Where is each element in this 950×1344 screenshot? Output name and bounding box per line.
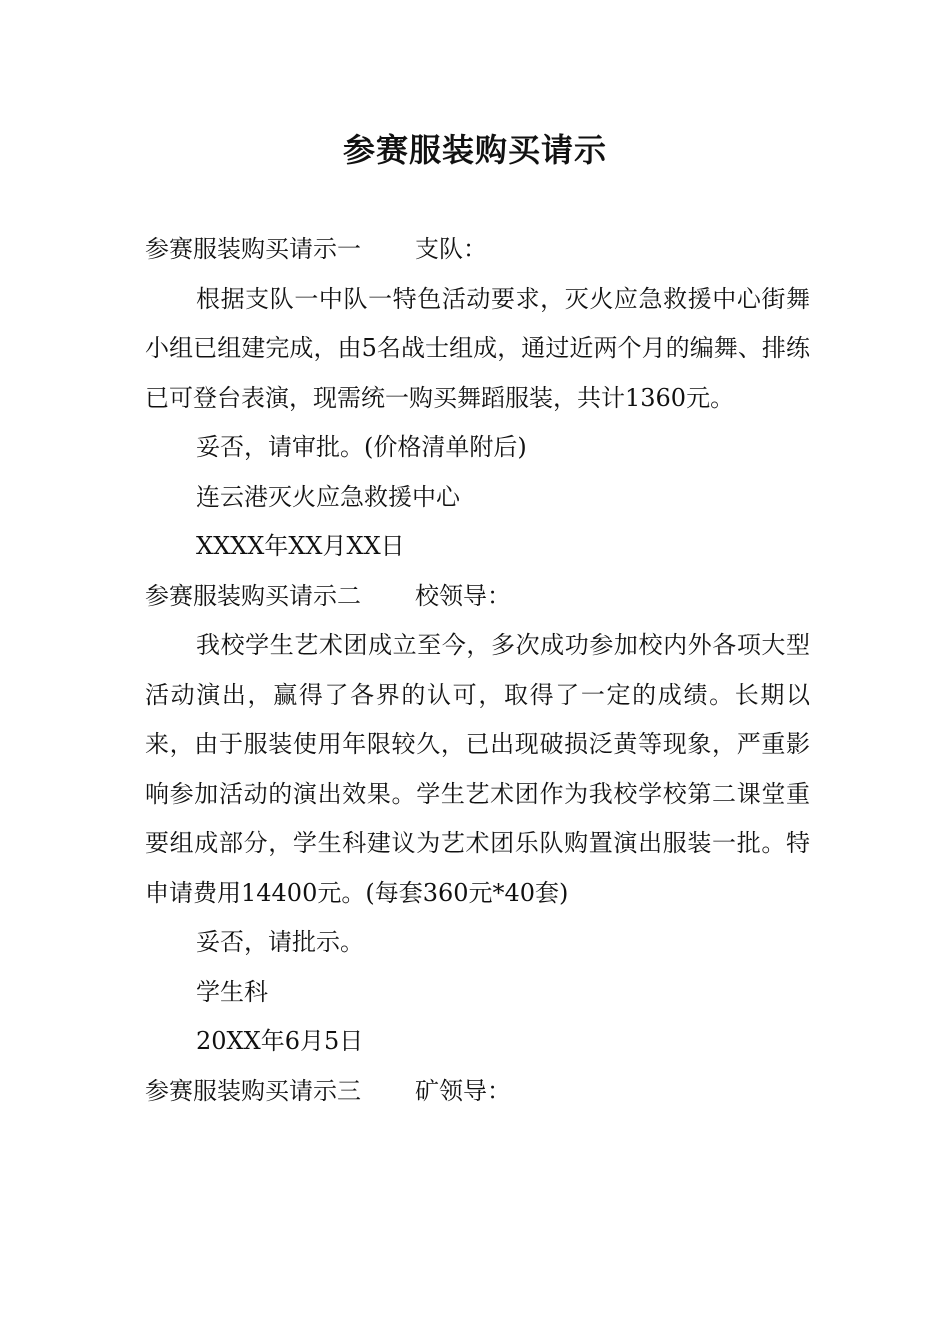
section3-heading-line xyxy=(145,1067,810,1117)
section1-signature: 连云港灭火应急救援中心 xyxy=(196,482,460,511)
section1-closing: 妥否，请审批。(价格清单附后) xyxy=(196,433,527,461)
section1-addressee: 支队： xyxy=(415,235,487,263)
section2-closing: 妥否，请批示。 xyxy=(196,928,364,956)
section3-heading: 参赛服装购买请示三 xyxy=(145,1076,361,1105)
section1-paragraph: 根据支队一中队一特色活动要求，灭火应急救援中心街舞小组已组建完成，由5名战士组成，通过近两个月的编舞、排练已可登台表演，现需统一购买舞蹈服装，共计1360元。 xyxy=(145,284,810,412)
document-title: 参赛服装购买请示 xyxy=(342,131,607,169)
section2-heading-line xyxy=(145,572,810,622)
section1-heading: 参赛服装购买请示一 xyxy=(145,235,361,263)
section2-paragraph: 我校学生艺术团成立至今，多次成功参加校内外各项大型活动演出，赢得了各界的认可，取得了一定的成绩。长期以来，由于服装使用年限较久，已出现破损泛黄等现象，严重影响参加活动的演出效果。学生艺术团作为我校学校第二课堂重要组成部分，学生科建议为艺术团乐队购置演出服装一批。特申请费用14400元。(每套360元*40套) xyxy=(145,631,810,907)
section2-heading: 参赛服装购买请示二 xyxy=(145,581,361,610)
section1-heading-line xyxy=(145,225,810,275)
section2-date: 20XX年6月5日 xyxy=(196,1027,364,1055)
section3-addressee: 矿领导： xyxy=(415,1076,511,1105)
section2-signature: 学生科 xyxy=(196,977,268,1006)
document-body xyxy=(145,225,810,1116)
section2-addressee: 校领导： xyxy=(415,581,511,610)
section1-date: XXXX年XX月XX日 xyxy=(196,532,405,560)
